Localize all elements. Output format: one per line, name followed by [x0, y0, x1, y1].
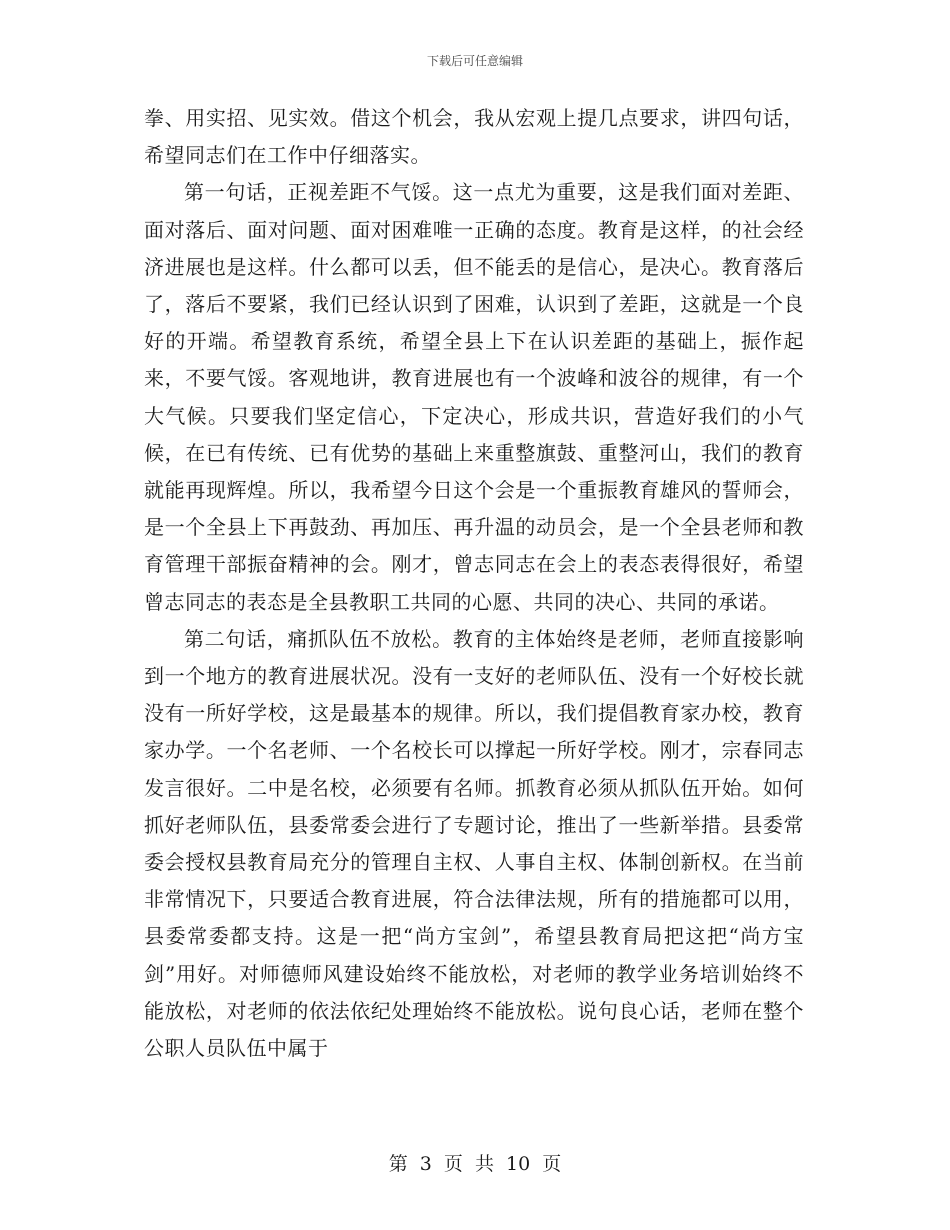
page-header: 下载后可任意编辑 [426, 54, 523, 68]
page-number-footer: 第 3 页 共 10 页 [388, 1153, 562, 1175]
paragraph-continued: 拳、用实招、见实效。借这个机会，我从宏观上提几点要求，讲四句话，希望同志们在工作中仔细落实。 [144, 106, 804, 168]
paragraph-second-point: 第二句话，痛抓队伍不放松。教育的主体始终是老师，老师直接影响到一个地方的教育进展状况。没有一支好的老师队伍、没有一个好校长就没有一所好学校，这是最基本的规律。所以，我们提倡教育家办校，教育家办学。一个名老师、一个名校长可以撑起一所好学校。刚才，宗春同志发言很好。二中是名校，必须要有名师。抓教育必须从抓队伍开始。如何抓好老师队伍，县委常委会进行了专题讨论，推出了一些新举措。县委常委会授权县教育局充分的管理自主权、人事自主权、体制创新权。在当前非常情况下，只要适合教育进展，符合法律法规，所有的措施都可以用，县委常委都支持。这是一把“尚方宝剑”，希望县教育局把这把“尚方宝剑”用好。对师德师风建设始终不能放松，对老师的教学业务培训始终不能放松，对老师的依法依纪处理始终不能放松。说句良心话，老师在整个公职人员队伍中属于 [144, 626, 804, 1061]
document-body [144, 100, 804, 1067]
paragraph-first-point: 第一句话，正视差距不气馁。这一点尤为重要，这是我们面对差距、面对落后、面对问题、面对困难唯一正确的态度。教育是这样，的社会经济进展也是这样。什么都可以丢，但不能丢的是信心，是决心。教育落后了，落后不要紧，我们已经认识到了困难，认识到了差距，这就是一个良好的开端。希望教育系统，希望全县上下在认识差距的基础上，振作起来，不要气馁。客观地讲，教育进展也有一个波峰和波谷的规律，有一个大气候。只要我们坚定信心，下定决心，形成共识，营造好我们的小气候，在已有传统、已有优势的基础上来重整旗鼓、重整河山，我们的教育就能再现辉煌。所以，我希望今日这个会是一个重振教育雄风的誓师会，是一个全县上下再鼓劲、再加压、再升温的动员会，是一个全县老师和教育管理干部振奋精神的会。刚才，曾志同志在会上的表态表得很好，希望曾志同志的表态是全县教职工共同的心愿、共同的决心、共同的承诺。 [144, 180, 804, 614]
